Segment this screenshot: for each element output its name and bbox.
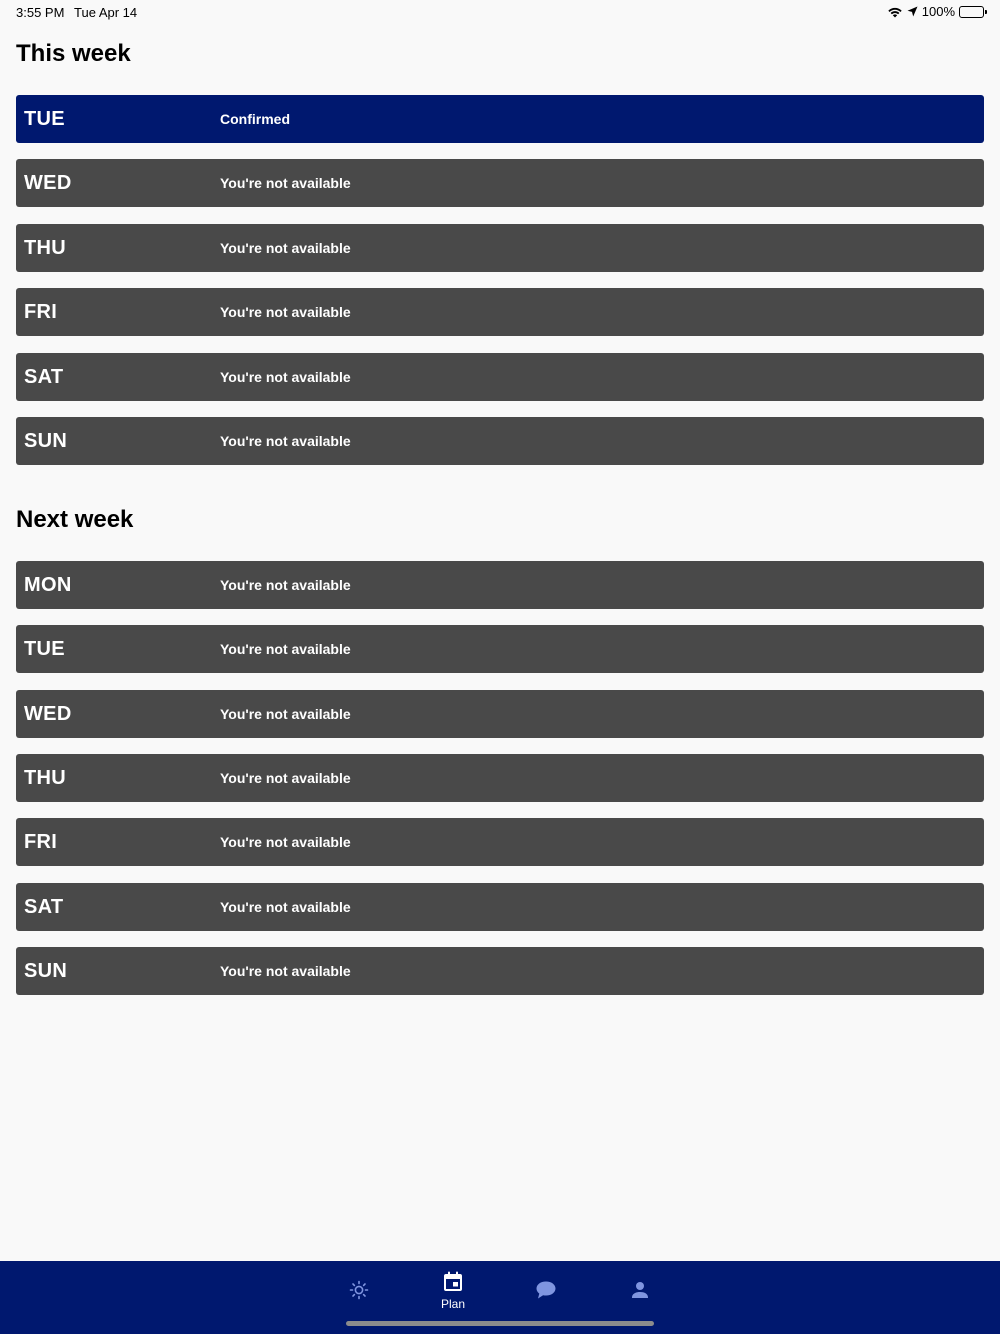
day-row-next-week-fri[interactable] [16,818,984,866]
status-date: Tue Apr 14 [74,5,138,20]
day-row-next-week-mon[interactable] [16,561,984,609]
person-icon [630,1280,650,1303]
day-row-next-week-wed[interactable] [16,690,984,738]
day-row-this-week-fri[interactable] [16,288,984,336]
day-name: SAT [24,895,64,918]
day-name: SAT [24,365,64,388]
chat-bubble-icon [535,1280,557,1303]
status-time: 3:55 PM [16,5,65,20]
tab-label: Plan [440,1297,466,1311]
day-row-next-week-tue[interactable] [16,625,984,673]
day-name: TUE [24,637,65,660]
home-indicator [346,1321,654,1326]
day-name: WED [24,171,72,194]
day-status: You're not available [220,433,351,449]
tab-today[interactable] [319,1261,399,1321]
day-name: TUE [24,107,65,130]
day-status: You're not available [220,641,351,657]
day-name: FRI [24,830,58,853]
day-status: You're not available [220,834,351,850]
location-arrow-icon [907,6,918,17]
day-row-next-week-thu[interactable] [16,754,984,802]
tab-plan[interactable] [413,1261,493,1321]
day-row-this-week-sat[interactable] [16,353,984,401]
day-name: MON [24,573,72,596]
day-name: THU [24,236,67,259]
day-name: SUN [24,959,68,982]
day-status: You're not available [220,706,351,722]
tab-profile[interactable] [600,1261,680,1321]
day-status: You're not available [220,240,351,256]
calendar-icon [443,1271,463,1295]
status-bar [0,0,1000,24]
next-week-title: Next week [16,506,134,533]
day-status: You're not available [220,304,351,320]
wifi-icon [887,6,903,18]
day-row-next-week-sat[interactable] [16,883,984,931]
day-status: You're not available [220,369,351,385]
day-row-this-week-wed[interactable] [16,159,984,207]
day-status: You're not available [220,963,351,979]
battery-icon [959,6,984,18]
this-week-title: This week [16,40,131,67]
day-status: You're not available [220,899,351,915]
day-name: THU [24,766,67,789]
sun-icon [349,1280,369,1303]
tab-messages[interactable] [506,1261,586,1321]
day-name: SUN [24,429,68,452]
day-row-next-week-sun[interactable] [16,947,984,995]
day-status: Confirmed [220,111,290,127]
battery-percent: 100% [921,4,955,19]
day-status: You're not available [220,770,351,786]
day-status: You're not available [220,577,351,593]
day-status: You're not available [220,175,351,191]
day-row-this-week-tue[interactable] [16,95,984,143]
status-indicators [887,4,984,19]
tab-bar [0,1261,1000,1334]
day-row-this-week-thu[interactable] [16,224,984,272]
day-name: WED [24,702,72,725]
day-name: FRI [24,300,58,323]
day-row-this-week-sun[interactable] [16,417,984,465]
